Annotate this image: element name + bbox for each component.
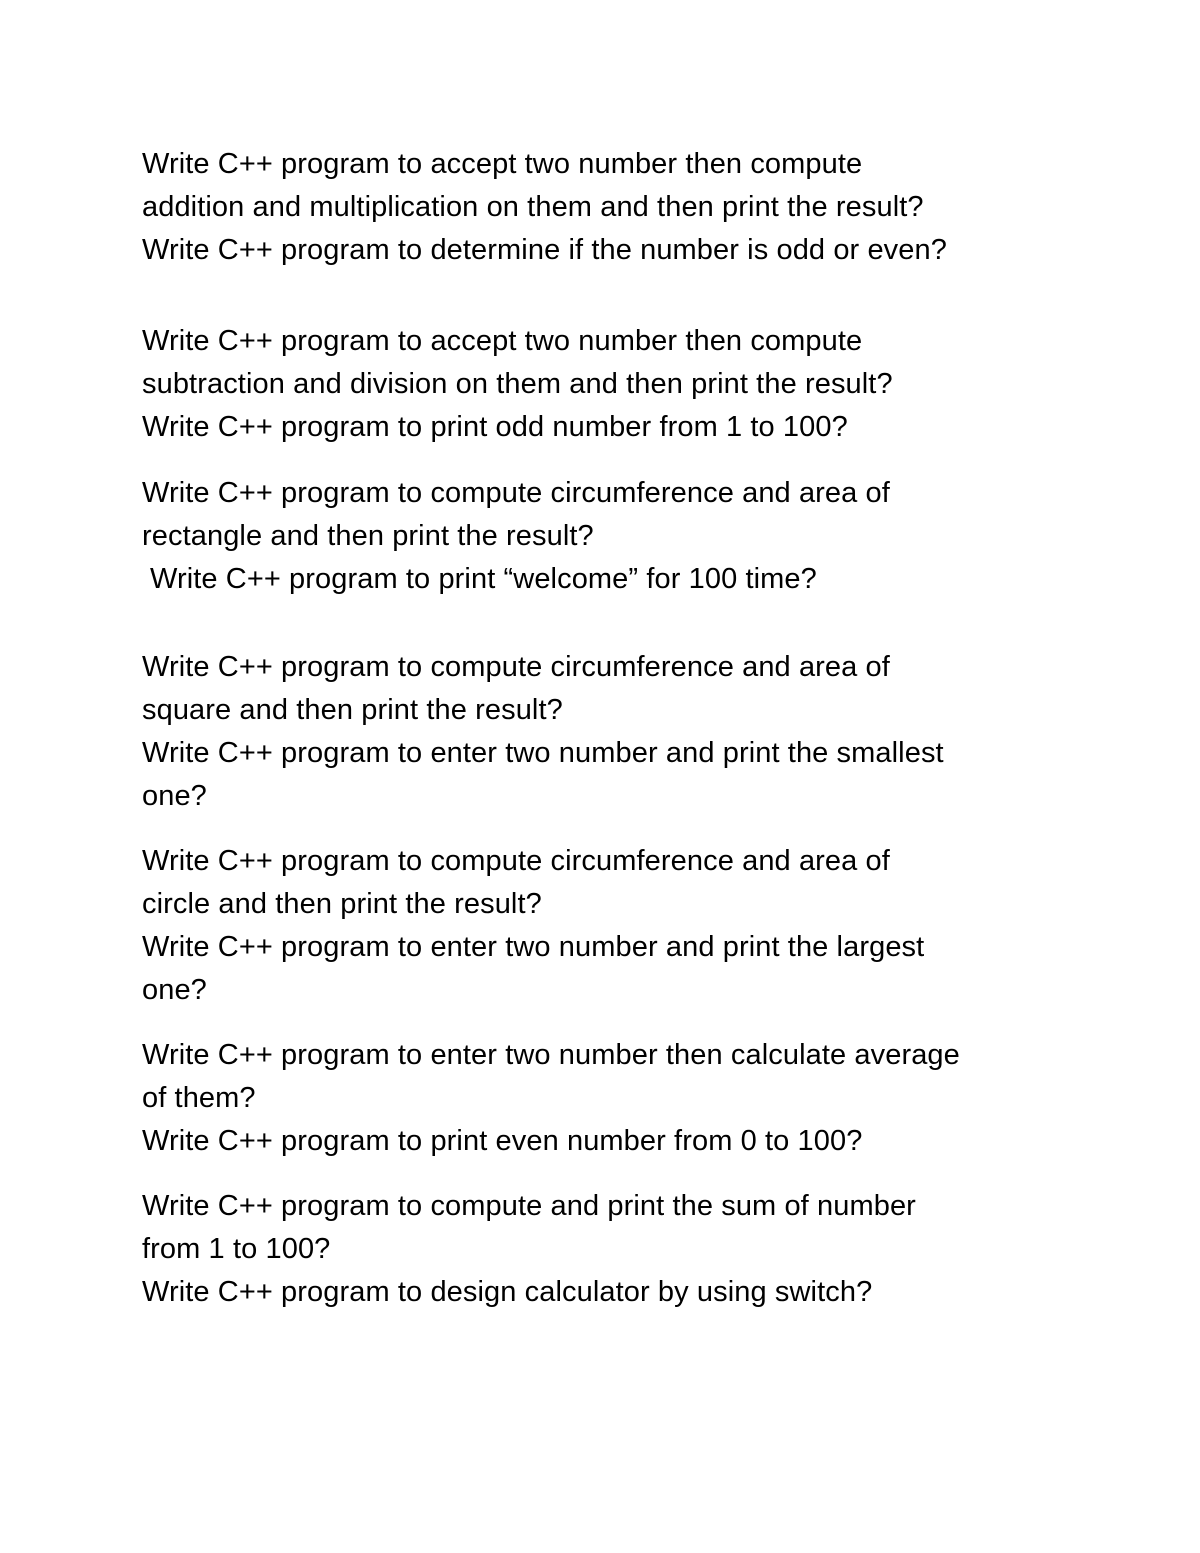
text-line: Write C++ program to print “welcome” for 100 time? [150, 563, 817, 595]
text-line: of them? [142, 1082, 256, 1114]
text-line: Write C++ program to determine if the number is odd or even? [142, 234, 947, 266]
text-line: square and then print the result? [142, 694, 563, 726]
text-line: rectangle and then print the result? [142, 520, 594, 552]
text-line: Write C++ program to enter two number and print the smallest [142, 737, 944, 769]
text-line: subtraction and division on them and then print the result? [142, 368, 893, 400]
question-group-2 [142, 320, 1082, 449]
text-line: from 1 to 100? [142, 1233, 331, 1265]
text-line: Write C++ program to compute circumference and area of [142, 651, 890, 683]
text-line: circle and then print the result? [142, 888, 542, 920]
text-line: one? [142, 780, 207, 812]
text-line: one? [142, 974, 207, 1006]
question-group-7 [142, 1185, 1082, 1314]
text-line: Write C++ program to enter two number then calculate average [142, 1039, 960, 1071]
text-line: Write C++ program to design calculator by using switch? [142, 1276, 873, 1308]
text-line: Write C++ program to print odd number from 1 to 100? [142, 411, 848, 443]
question-group-5 [142, 840, 1082, 1012]
text-line: Write C++ program to compute and print the sum of number [142, 1190, 916, 1222]
text-line: Write C++ program to compute circumference and area of [142, 845, 890, 877]
text-line: Write C++ program to accept two number then compute [142, 148, 863, 180]
text-line: Write C++ program to enter two number and print the largest [142, 931, 925, 963]
text-line: Write C++ program to print even number from 0 to 100? [142, 1125, 863, 1157]
question-group-1 [142, 143, 1082, 272]
question-group-6 [142, 1034, 1082, 1163]
question-group-3 [142, 472, 1082, 601]
text-line: Write C++ program to accept two number then compute [142, 325, 863, 357]
document-body [142, 143, 1082, 1314]
text-line: Write C++ program to compute circumference and area of [142, 477, 890, 509]
text-line: addition and multiplication on them and then print the result? [142, 191, 924, 223]
question-group-4 [142, 646, 1082, 818]
